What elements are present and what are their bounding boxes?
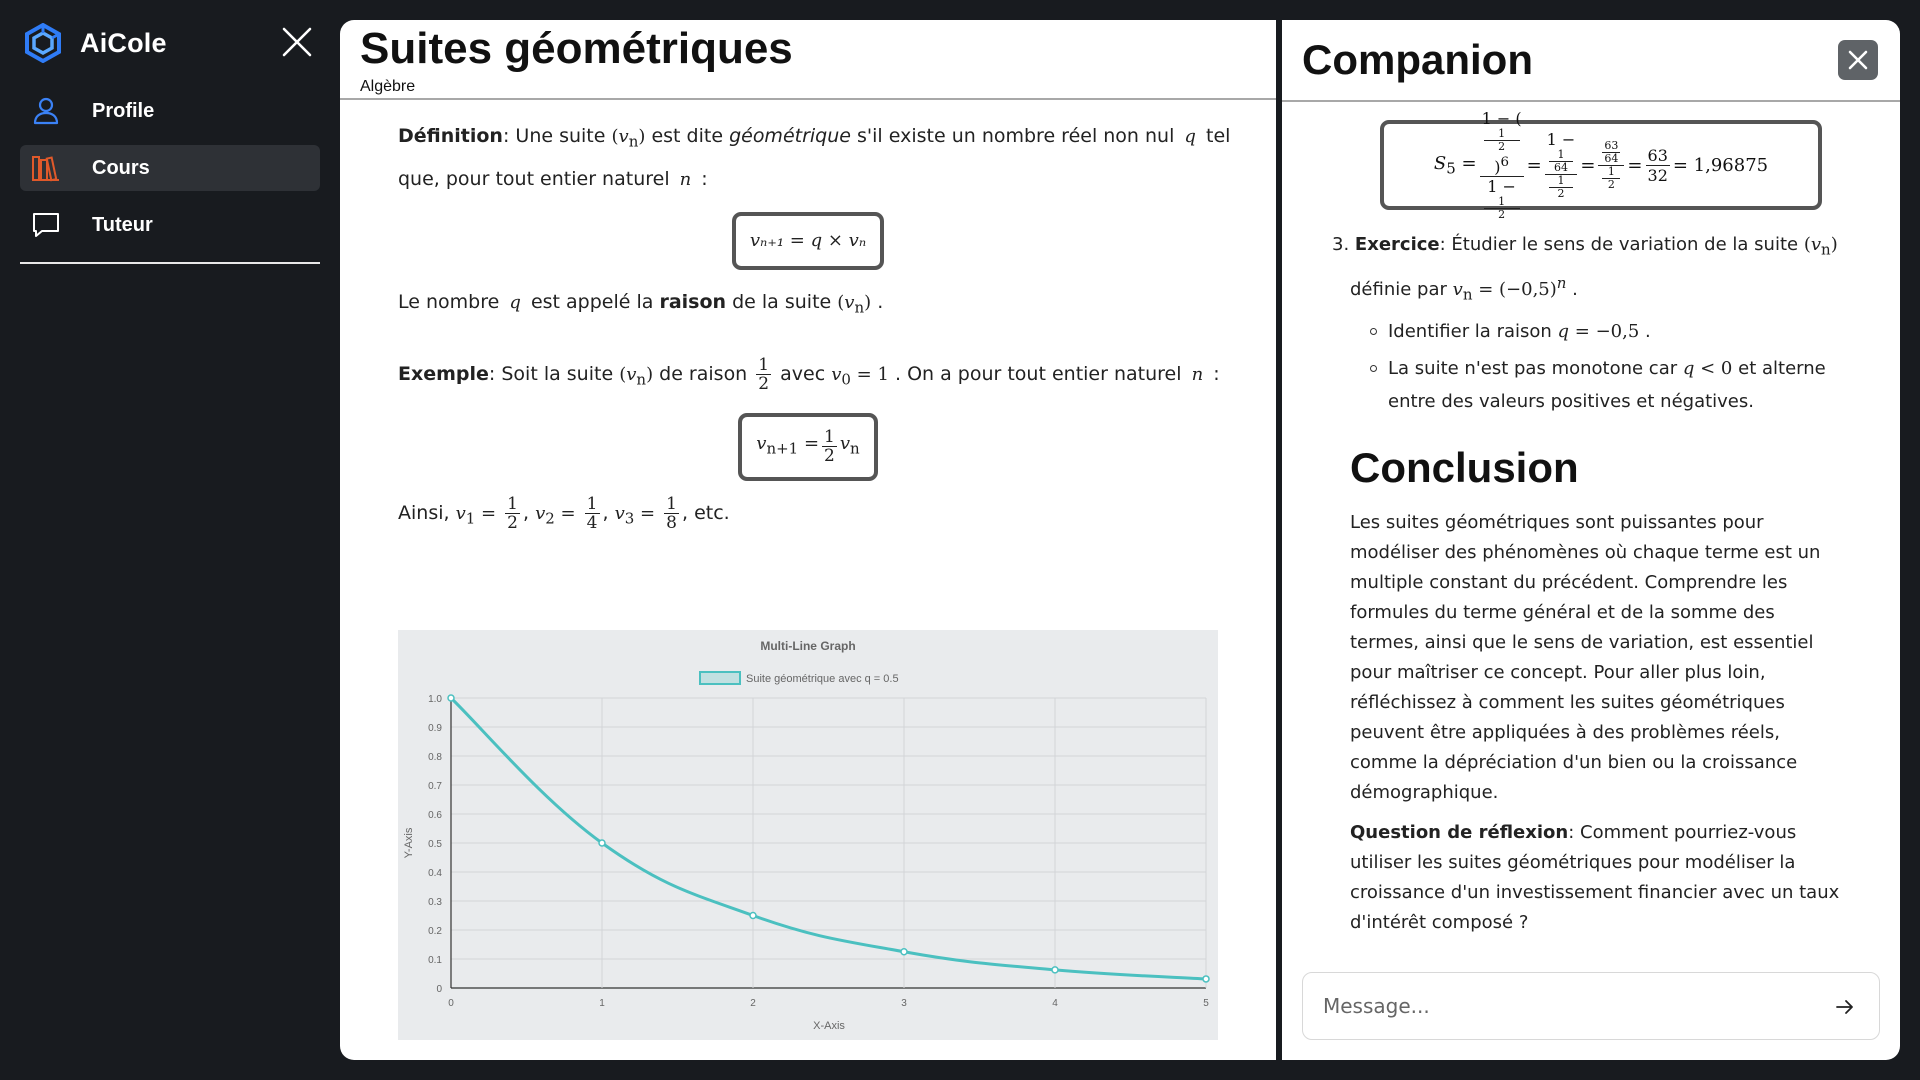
y-tick-label: 0 (436, 984, 442, 995)
sidebar-nav (20, 88, 320, 259)
text: : (1213, 363, 1220, 386)
lesson-content (340, 100, 1240, 537)
text: avec (780, 363, 826, 386)
y-tick-label: 0.4 (428, 868, 442, 879)
x-tick-label: 2 (750, 998, 756, 1009)
fraction-one-half: $\frac{1}{2}$ (507, 493, 518, 533)
x-tick-label: 4 (1052, 998, 1058, 1009)
equals: = (1526, 154, 1542, 176)
example-label: Exemple (398, 363, 489, 386)
math-s5: $S_5$ = (1433, 152, 1477, 178)
text: . On a pour tout entier naturel (894, 363, 1182, 386)
y-tick-label: 1.0 (428, 694, 442, 705)
math-vn: $(v_n)$ (837, 291, 872, 317)
series-line (451, 698, 1206, 979)
send-arrow-icon[interactable] (1833, 995, 1857, 1019)
aicole-logo-icon (24, 23, 62, 63)
data-point (599, 840, 605, 846)
math-rhs: $v_n$ (839, 433, 860, 459)
example-formula (398, 413, 1218, 481)
fraction-one-half: $\frac{1}{2}$ (824, 427, 835, 467)
text: La suite n'est pas monotone car (1388, 358, 1678, 380)
y-tick-label: 0.2 (428, 926, 442, 937)
text-bold: raison (659, 290, 727, 313)
math-n: n (679, 168, 692, 190)
exercise-statement (1332, 228, 1850, 311)
companion-title: Companion (1302, 36, 1533, 83)
example-paragraph (398, 356, 1240, 399)
fraction-63-32: $\frac{63}{32}$ (1647, 145, 1668, 185)
exercise-label: Exercice (1354, 234, 1440, 255)
math-lhs: $v_{n+1}$ = (756, 433, 820, 459)
math-q: q (509, 291, 521, 313)
equals: = (1580, 154, 1596, 176)
fraction-sum-3: 63 64 1 2 (1598, 140, 1624, 191)
y-axis-label: Y-Axis (403, 827, 415, 859)
message-composer (1302, 972, 1880, 1040)
lesson-header (340, 20, 1276, 100)
sidebar (0, 0, 340, 1080)
text: s'il existe un nombre réel non nul (857, 125, 1175, 147)
sum-result: = 1,96875 (1672, 154, 1769, 176)
y-tick-label: 0.5 (428, 839, 442, 850)
text: . (1645, 321, 1651, 343)
y-tick-label: 0.9 (428, 723, 442, 734)
text: est appelé la (530, 290, 654, 313)
fraction-sum-1: 1 − ( 1 2 )$^6$ 1 − 1 2 (1481, 108, 1522, 222)
text: : Soit la suite (488, 363, 614, 386)
definition-label: Définition (398, 125, 503, 147)
legend-swatch (700, 672, 740, 684)
formula-box (738, 413, 877, 481)
fraction-one-quarter: $\frac{1}{4}$ (586, 493, 598, 533)
y-tick-label: 0.6 (428, 810, 442, 821)
fraction-sum-2: 1 − 1 64 1 2 (1546, 130, 1576, 200)
fraction-one-eighth: $\frac{1}{8}$ (666, 493, 677, 533)
x-tick-label: 3 (901, 998, 907, 1009)
text: et alterne entre des valeurs positives et négatives. (1388, 358, 1826, 413)
lesson-panel (340, 20, 1276, 1060)
close-icon (1846, 48, 1870, 72)
sidebar-item-profile[interactable] (20, 88, 320, 134)
formula-text: vₙ₊₁ = q × vₙ (749, 230, 867, 252)
data-point (901, 949, 907, 955)
chart-title: Multi-Line Graph (760, 639, 856, 653)
companion-body (1282, 104, 1900, 944)
list-item (1350, 352, 1850, 418)
companion-header (1282, 20, 1900, 102)
sidebar-item-tuteur[interactable] (20, 202, 320, 248)
definition-paragraph (398, 118, 1240, 198)
data-point (448, 695, 454, 701)
y-tick-label: 0.1 (428, 955, 442, 966)
sidebar-item-label: Profile (92, 99, 155, 122)
math-v1: $v_1$ = (455, 502, 497, 528)
books-icon (30, 152, 62, 184)
text: Le nombre (398, 290, 500, 313)
sidebar-item-label: Cours (92, 156, 150, 179)
y-tick-label: 0.3 (428, 897, 442, 908)
sidebar-item-cours[interactable] (20, 145, 320, 191)
text-emphasis: géométrique (729, 125, 851, 147)
companion-panel (1282, 20, 1900, 1060)
equals: = (1627, 154, 1643, 176)
x-tick-label: 5 (1203, 998, 1209, 1009)
close-sidebar-icon[interactable] (280, 25, 314, 59)
user-icon (30, 95, 62, 127)
chart-ticks (428, 694, 1209, 1009)
data-point (1052, 967, 1058, 973)
close-companion-button[interactable] (1838, 40, 1878, 80)
page-subtitle: Algèbre (360, 78, 416, 95)
chart-legend[interactable] (700, 672, 899, 685)
x-axis-label: X-Axis (813, 1020, 845, 1032)
text: de la suite (732, 290, 832, 313)
question-text: : Comment pourriez-vous utiliser les suites géométriques pour modéliser la croissance d'un investissement financier avec un taux d'intérêt composé ? (1350, 822, 1840, 933)
geometric-sequence-chart (398, 630, 1218, 1040)
math-vn: $(v_n)$ (1803, 234, 1838, 259)
recurrence-formula (398, 212, 1218, 270)
y-tick-label: 0.8 (428, 752, 442, 763)
text: est dite (651, 125, 724, 147)
formula-box (732, 212, 884, 270)
exercise-bullets (1350, 315, 1850, 418)
text: : Étudier le sens de variation de la suite (1439, 234, 1799, 255)
text: . (1572, 278, 1578, 300)
math-q: q (1184, 126, 1196, 147)
math-vn: $(v_n)$ (619, 364, 654, 389)
x-tick-label: 1 (599, 998, 605, 1009)
text: Ainsi, (398, 501, 450, 524)
text: définie par (1350, 278, 1447, 300)
text: de raison (659, 363, 748, 386)
legend-label: Suite géométrique avec q = 0.5 (746, 673, 899, 685)
math-q-value: q = −0,5 (1557, 321, 1640, 343)
text: : (701, 167, 708, 190)
chat-bubble-icon (30, 209, 62, 241)
math-v3: $v_3$ = (614, 502, 656, 528)
reflection-question (1350, 818, 1840, 938)
question-label: Question de réflexion (1350, 822, 1569, 843)
text: , etc. (682, 501, 730, 524)
sum-formula-box (1380, 108, 1822, 222)
conclusion-title: Conclusion (1350, 444, 1579, 491)
conclusion-text: Les suites géométriques sont puissantes pour modéliser des phénomènes où chaque terme est un multiple constant du précédent. Comprendre les formules du terme général et de la somme des termes, ainsi que le sens de variation, est essentiel pour maîtriser ce concept. Pour aller plus loin, réfléchissez à comment les suites géométriques peuvent être appliquées à des problèmes réels, comme la dépréciation d'un bien ou la croissance démographique. (1350, 512, 1821, 803)
page-title: Suites géométriques (360, 24, 793, 73)
data-point (750, 913, 756, 919)
text: tel que, pour tout entier naturel (398, 125, 1231, 190)
math-v0: $v_0 = 1$ (831, 364, 889, 389)
list-number: 3. (1332, 234, 1350, 255)
chart-grid (451, 698, 1206, 988)
math-q-negative: q < 0 (1682, 358, 1733, 380)
data-point (1203, 976, 1209, 982)
list-item (1350, 315, 1850, 348)
fraction-one-half: $\frac{1}{2}$ (758, 355, 770, 395)
math-vn: $(v_n)$ (611, 126, 646, 151)
text: . (877, 290, 884, 313)
exercise-block (1332, 228, 1850, 422)
x-tick-label: 0 (448, 998, 454, 1009)
text: Identifier la raison (1388, 321, 1552, 343)
sidebar-divider (20, 262, 320, 264)
brand[interactable] (24, 22, 167, 64)
raison-paragraph (398, 284, 1240, 327)
math-n: n (1191, 364, 1204, 386)
y-tick-label: 0.7 (428, 781, 442, 792)
chart-series (448, 695, 1209, 982)
chart-svg (398, 630, 1218, 1040)
ainsi-paragraph: Ainsi, $v_1$ = $\frac{1}{2}$ , $v_2$ = $\frac{1}{4}$ , $v_3$ = $\frac{1}{8}$ , etc. (398, 493, 730, 533)
sidebar-item-label: Tuteur (92, 213, 153, 236)
brand-name: AiCole (80, 27, 167, 58)
math-v2: $v_2$ = (535, 502, 576, 528)
math-vn-def: $v_n = (-0,5)^n$ (1452, 273, 1567, 304)
text: : Une suite (502, 125, 606, 147)
message-input[interactable] (1323, 994, 1803, 1018)
